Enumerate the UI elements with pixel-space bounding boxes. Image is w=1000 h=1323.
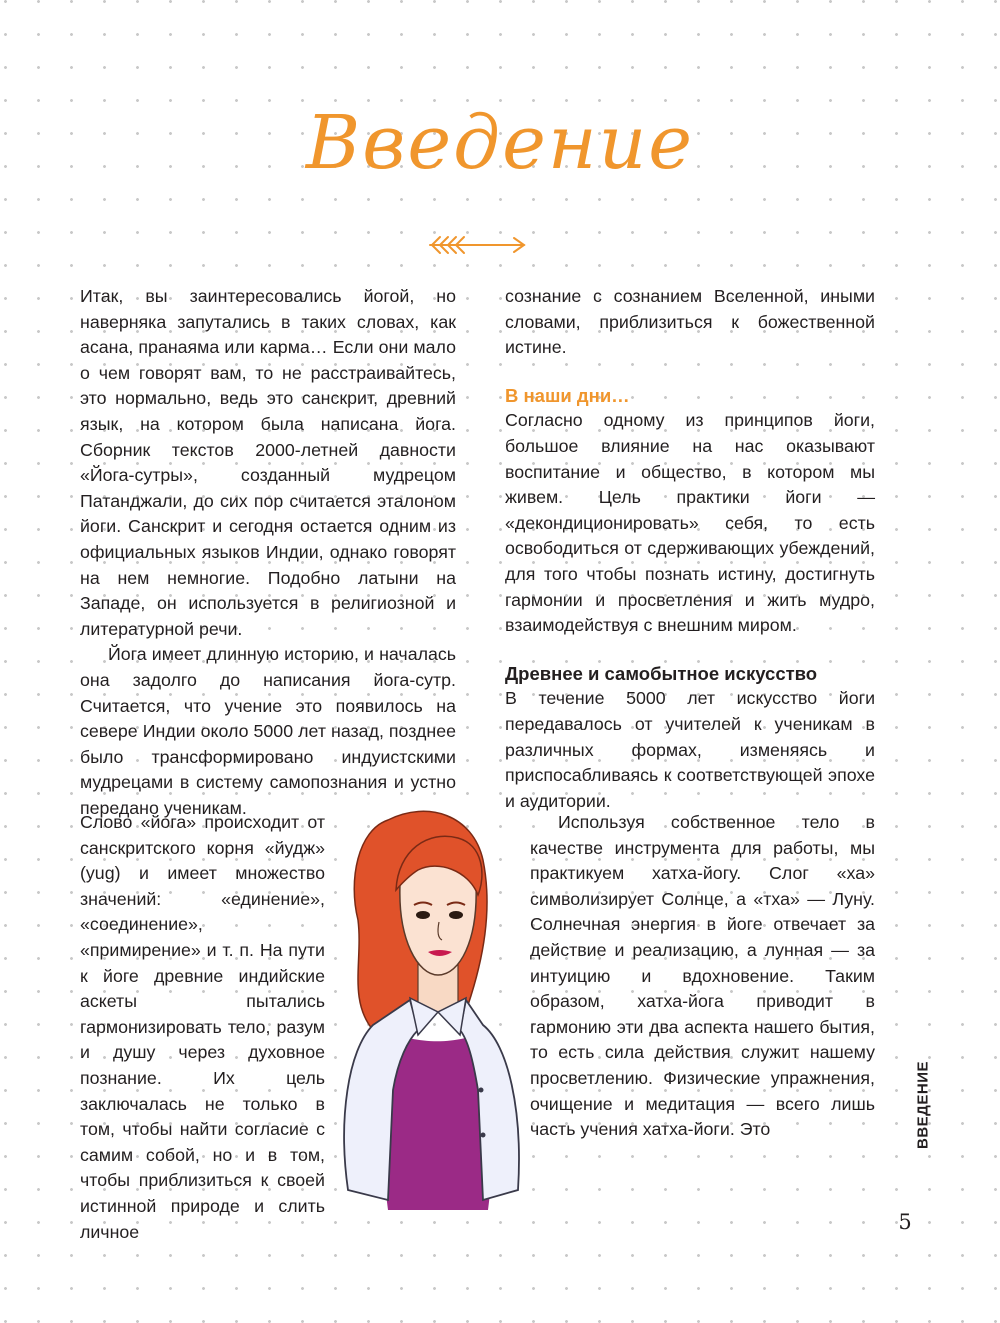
right-column-lower: [530, 810, 875, 1143]
page-number: 5: [898, 1210, 912, 1234]
continuation-paragraph: сознание с сознанием Вселенной, иными словами, приблизиться к божественной истине.: [505, 286, 875, 358]
nowadays-paragraph: Согласно одному из принципов йоги, большое влияние на нас оказывают воспитание и общество, в котором мы живем. Цель практики йоги — «декондиционировать» себя, то есть освободиться от сдерживающих убеждений, для того чтобы познать истину, достигнуть гармонии и просветления и жить мудро, взаимодействуя с внешним миром.: [505, 410, 875, 636]
section-side-label: ВВЕДЕНИЕ: [914, 1061, 932, 1149]
history-paragraph: Йога имеет длинную историю, и началась она задолго до написания йога-сутр. Считается, что учение это появилось на севере Индии около 5000 лет назад, позднее было трансформировано индуистскими мудрецами в систему самопознания и устно передано ученикам.: [80, 644, 456, 818]
section-heading-ancient-art: Древнее и самобытное искусство: [505, 662, 818, 684]
intro-paragraph: Итак, вы заинтересовались йогой, но наверняка запутались в таких словах, как асана, пранаяма или карма… Если они мало о чем говорят вам, то не расстраивайтесь, это нормально, ведь это санскрит, древний язык, на котором была написана йога. Сборник текстов 2000-летней давности «Йога-сутры», созданный мудрецом Патанджали, до сих пор считается эталоном йоги. Санскрит и сегодня остается одним из официальных языков Индии, однако говорят на нем немногие. Подобно латыни на Западе, он используется в религиозной и литературной речи.: [80, 286, 456, 639]
hatha-yoga-paragraph: Используя собственное тело в качестве инструмента для работы, мы практикуем хатха-йогу. Слог «ха» символизирует Солнце, а «тха» — Луну. Солнечная энергия в йоге отвечает за действие и реализацию, а лунная — за интуицию и вдохновение. Таким образом, хатха-йога приводит в гармонию эти два аспекта нашего бытия, то есть сила действия служит нашему просветлению. Физические упражнения, очищение и медитация — всего лишь часть учения хатха-йоги. Это: [530, 812, 875, 1140]
ancient-art-paragraph: В течение 5000 лет искусство йоги передавалось от учителей к ученикам в различных формах, изменяясь и приспосабливаясь к соответствующей эпохе и аудитории.: [505, 688, 875, 811]
section-heading-nowadays: В наши дни…: [505, 384, 630, 406]
left-column-lower: [80, 810, 325, 1245]
right-column-upper: [505, 284, 875, 814]
page-title: Введение: [305, 100, 695, 186]
left-column-upper: [80, 284, 456, 821]
yoga-word-paragraph: Слово «йога» происходит от санскритского корня «йудж» (yug) и имеет множество значений: «единение», «соединение», «примирение» и т. п. На пути к йоге древние индийские аскеты пытались гармонизировать тело, разум и душу через духовное познание. Их цель заключалась не только в том, чтобы найти согласие с самим собой, но и в том, чтобы приблизиться к своей истинной природе и слить личное: [80, 812, 325, 1242]
arrow-ornament-icon: [426, 232, 530, 258]
woman-illustration: [318, 790, 538, 1210]
